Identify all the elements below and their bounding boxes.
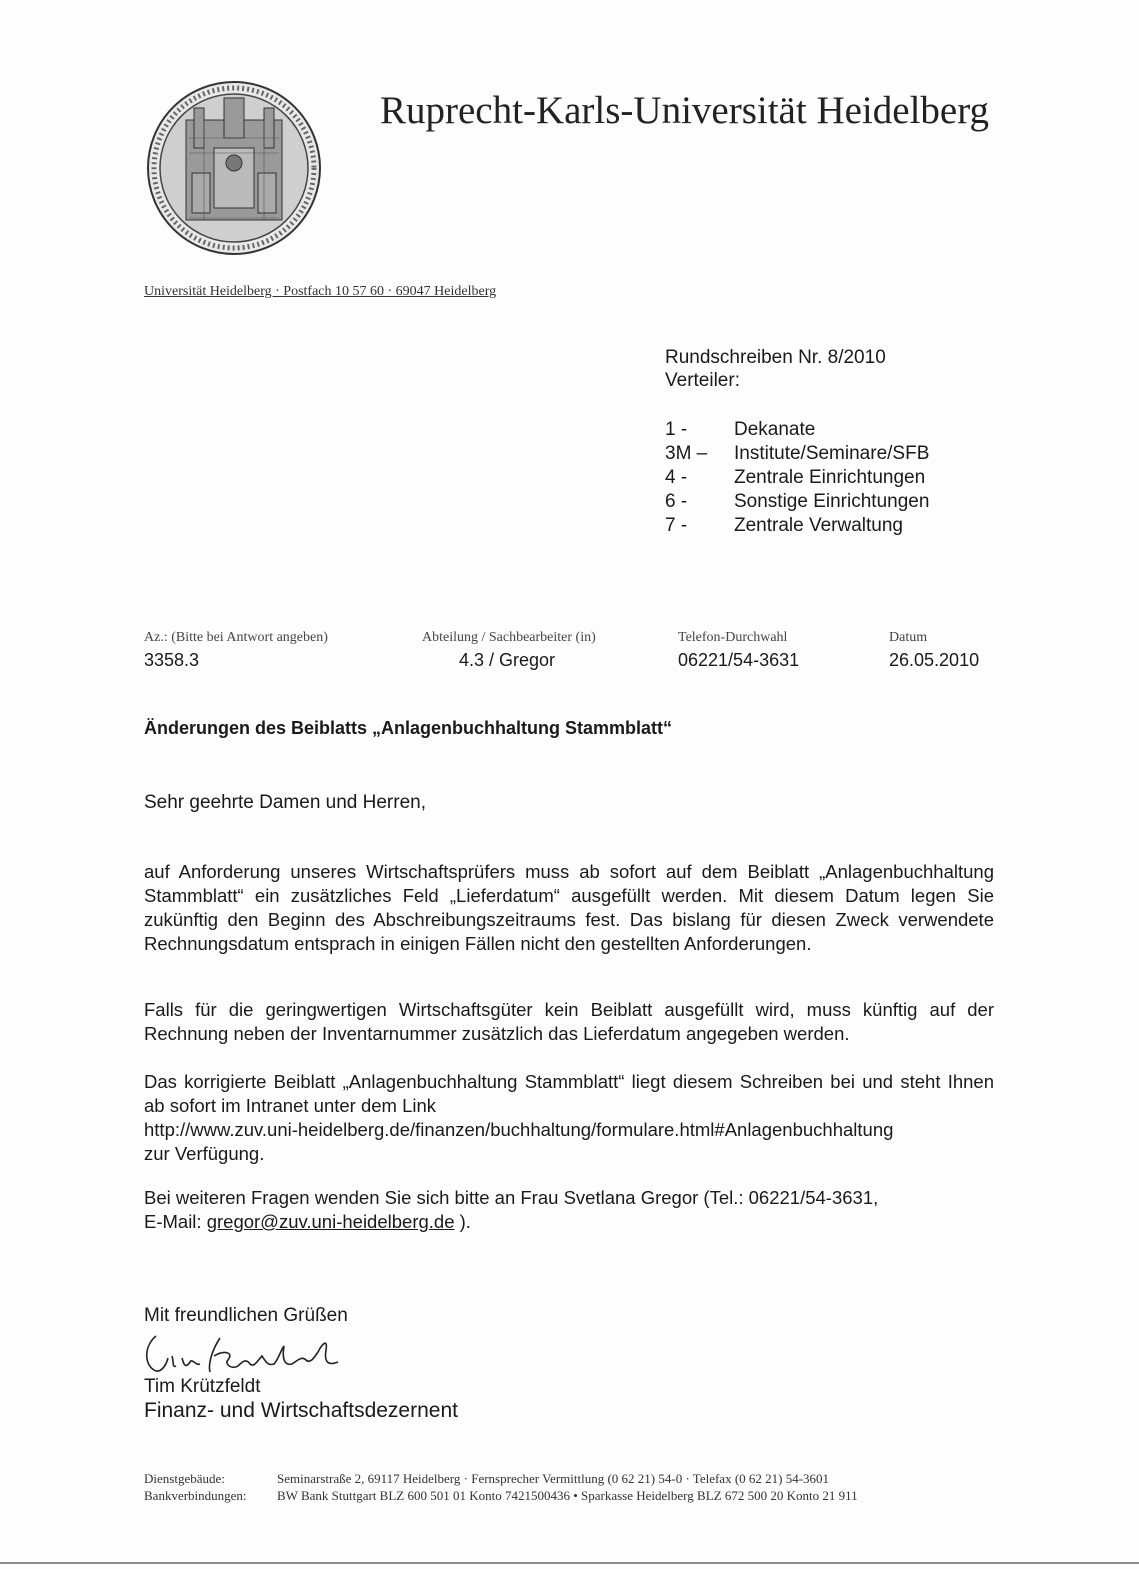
paragraph-3	[144, 1070, 994, 1166]
reference-value: 3358.3	[144, 650, 200, 670]
distribution-name: Zentrale Verwaltung	[734, 515, 903, 536]
distribution-code: 3M –	[665, 443, 708, 464]
department-label: Abteilung / Sachbearbeiter (in)	[422, 630, 596, 645]
sender-address-line: Universität Heidelberg · Postfach 10 57 60 · 69047 Heidelberg	[144, 284, 497, 299]
salutation: Sehr geehrte Damen und Herren,	[144, 792, 426, 813]
date-label: Datum	[889, 630, 928, 645]
footer	[144, 1470, 858, 1504]
distribution-name: Sonstige Einrichtungen	[734, 491, 930, 512]
distribution-item	[665, 514, 929, 538]
distribution-item	[665, 418, 929, 442]
email-link[interactable]: gregor@zuv.uni-heidelberg.de	[206, 1211, 455, 1232]
footer-bank-row	[144, 1487, 858, 1504]
distribution-name: Dekanate	[734, 419, 816, 440]
paragraph-1: auf Anforderung unseres Wirtschaftsprüfers muss ab sofort auf dem Beiblatt „Anlagenbuchhaltung Stammblatt“ ein zusätzliches Feld „Lieferdatum“ ausgefüllt werden. Mit diesem Datum legen Sie zukünftig den Beginn des Abschreibungszeitraums fest. Das bislang für diesen Zweck verwendete Rechnungsdatum entsprach in einigen Fällen nicht den gestellten Anforderungen.	[144, 861, 994, 954]
distribution-name: Institute/Seminare/SFB	[734, 443, 930, 464]
paragraph-3-end: zur Verfügung.	[144, 1143, 265, 1164]
circular-block	[665, 346, 886, 392]
paragraph-4-text: Bei weiteren Fragen wenden Sie sich bitte an Frau Svetlana Gregor (Tel.: 06221/54-3631,	[144, 1187, 879, 1208]
paragraph-3-text: Das korrigierte Beiblatt „Anlagenbuchhaltung Stammblatt“ liegt diesem Schreiben bei und steht Ihnen ab sofort im Intranet unter dem Link	[144, 1071, 994, 1116]
intranet-link[interactable]: http://www.zuv.uni-heidelberg.de/finanzen/buchhaltung/formulare.html#Anlagenbuchhaltung	[144, 1119, 894, 1140]
closing: Mit freundlichen Grüßen	[144, 1305, 348, 1326]
university-seal	[144, 78, 324, 258]
date-value: 26.05.2010	[889, 650, 980, 670]
distribution-item	[665, 466, 929, 490]
bottom-divider	[0, 1562, 1139, 1564]
distribution-code: 1 -	[665, 419, 688, 440]
footer-office-row	[144, 1470, 858, 1487]
letter-subject: Änderungen des Beiblatts „Anlagenbuchhaltung Stammblatt“	[144, 718, 673, 738]
paragraph-4-end: ).	[459, 1211, 471, 1232]
footer-office-label: Dienstgebäude:	[144, 1471, 225, 1486]
handwritten-signature	[142, 1330, 362, 1378]
circular-number: Rundschreiben Nr. 8/2010	[665, 347, 886, 368]
footer-bank-label: Bankverbindungen:	[144, 1488, 247, 1503]
paragraph-2: Falls für die geringwertigen Wirtschaftsgüter kein Beiblatt ausgefüllt wird, muss künftig auf der Rechnung neben der Inventarnummer zusätzlich das Lieferdatum angegeben werden.	[144, 999, 994, 1044]
reference-label: Az.: (Bitte bei Antwort angeben)	[144, 630, 328, 645]
paragraph-4	[144, 1186, 994, 1234]
distribution-label: Verteiler:	[665, 370, 740, 391]
footer-bank-value: BW Bank Stuttgart BLZ 600 501 01 Konto 7421500436 • Sparkasse Heidelberg BLZ 672 500 20 Konto 21 911	[277, 1488, 858, 1503]
distribution-code: 4 -	[665, 467, 688, 488]
phone-value: 06221/54-3631	[678, 650, 800, 670]
distribution-code: 6 -	[665, 491, 688, 512]
signer-role: Finanz- und Wirtschaftsdezernent	[144, 1399, 458, 1422]
distribution-item	[665, 442, 929, 466]
distribution-item	[665, 490, 929, 514]
department-value: 4.3 / Gregor	[459, 650, 556, 670]
signer-name: Tim Krützfeldt	[144, 1376, 261, 1397]
email-prefix: E-Mail:	[144, 1211, 202, 1232]
phone-label: Telefon-Durchwahl	[678, 630, 788, 645]
footer-office-value: Seminarstraße 2, 69117 Heidelberg · Fernsprecher Vermittlung (0 62 21) 54-0 · Telefax (0 62 21) 54-3601	[277, 1471, 830, 1486]
university-title: Ruprecht-Karls-Universität Heidelberg	[380, 89, 989, 132]
distribution-list	[665, 418, 929, 538]
distribution-code: 7 -	[665, 515, 688, 536]
distribution-name: Zentrale Einrichtungen	[734, 467, 926, 488]
